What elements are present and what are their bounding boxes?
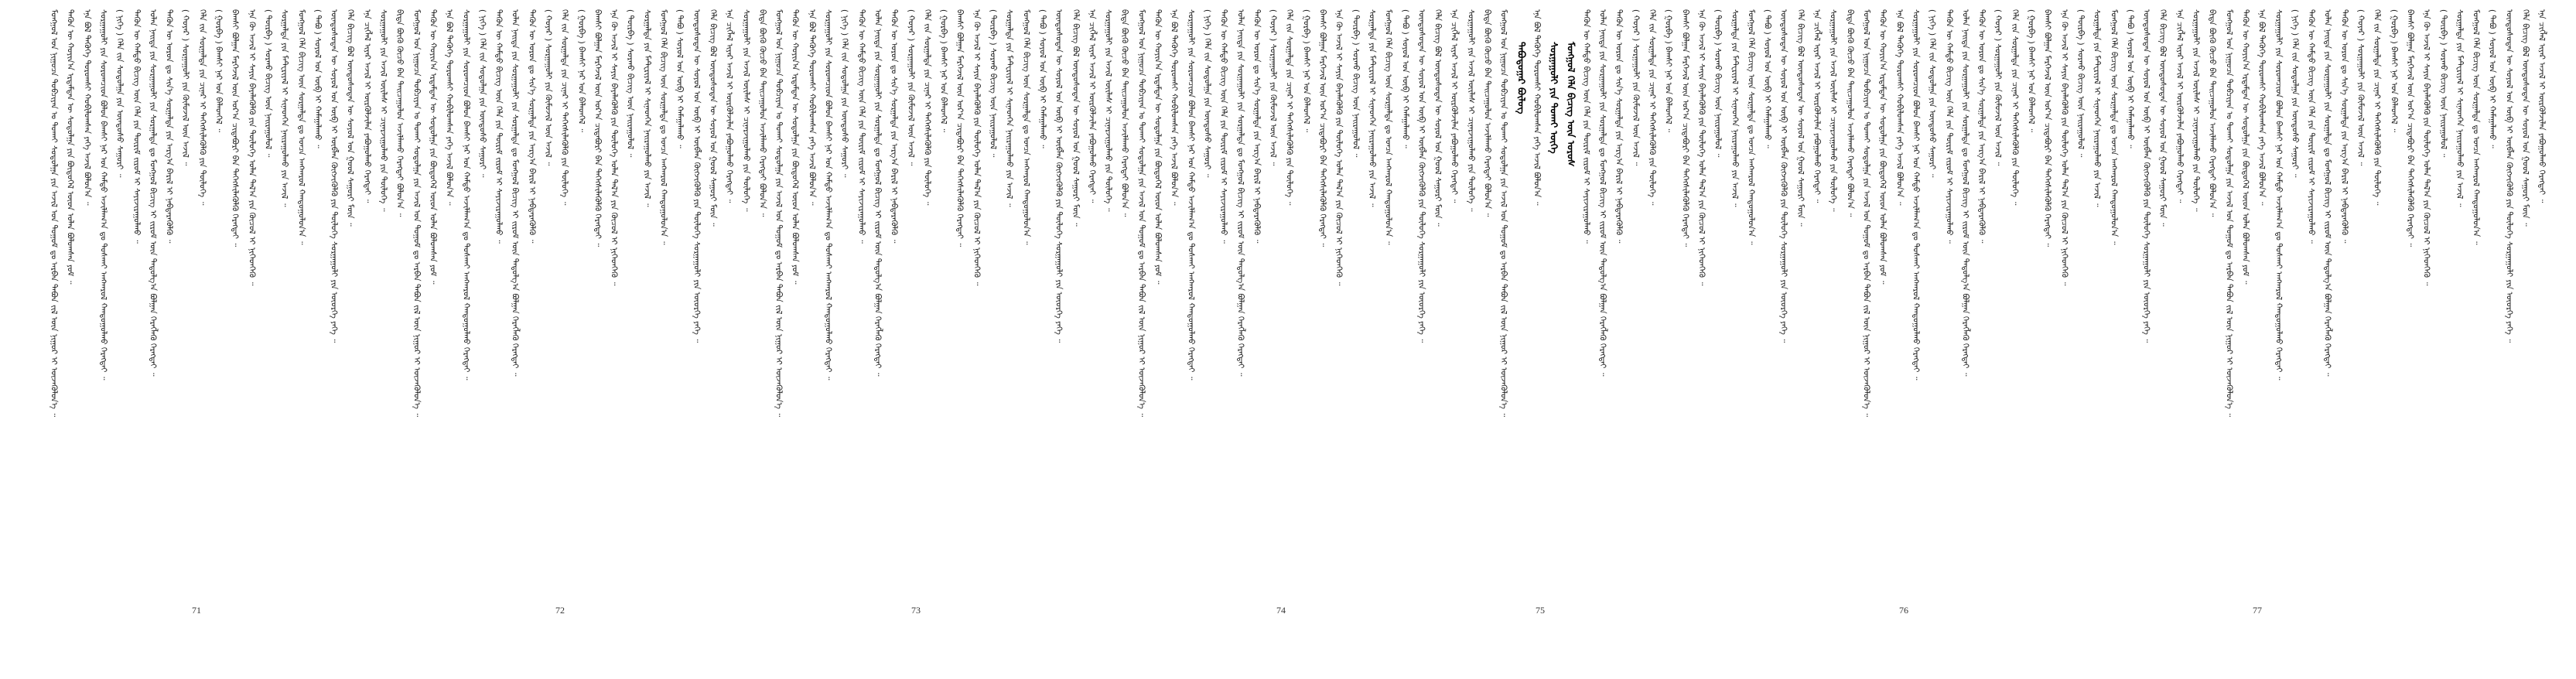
text-line: ᠪᠠᠭᠰᠢ ᠪᠣᠯᠭᠠᠨ ᠮᠡᠷᠭᠡᠵᠢᠯ ᠦᠨ ᠤᠷ᠎ᠠ ᠴᠢᠳᠠᠪᠤᠷᠢ ᠪᠡᠨ ᠳᠡᠭᠡᠭᠰᠢᠯᠡᠭᠦᠯᠬᠦ ᠬᠡᠷᠡᠭᠲᠡᠶ ᠃ [593, 9, 603, 247]
text-line: ᠮᠣᠩᠭᠣᠯ ᠬᠡᠯᠡ ᠪᠢᠴᠢᠭ ᠦᠨ ᠰᠤᠷᠭᠠᠯᠲᠠ ᠳᠤ ᠣᠨᠴᠠ ᠠᠩᠬᠠᠷᠤᠯ ᠬᠠᠨᠳᠤᠭᠤᠯᠤᠨ᠎ᠠ ᠃ [2471, 9, 2481, 245]
text-line: ᠰᠤᠷᠭᠠᠭᠤᠯᠢ ᠶᠢᠨ ᠠᠵᠢᠯ ᠦᠢᠯᠡᠰ ᠢ ᠴᠢᠨᠠᠷᠵᠢᠭᠤᠯᠬᠤ ᠶᠢᠨ ᠲᠥᠯᠦᠭᠡ ᠃ [378, 9, 388, 212]
text-line: ᠲᠡᠭᠦᠨ ᠦ ᠬᠣᠶᠢᠨ᠎ᠠ ᠡᠷᠳᠡᠮᠲᠡᠨ ᠦ ᠰᠤᠳᠤᠯᠭᠠ ᠶᠢᠨ ᠪᠦᠲᠦᠭᠡᠯ ᠦᠳ ᠣᠯᠠᠨ ᠪᠣᠯᠤᠭᠰᠠᠨ ᠶᠤᠮ ᠃ [65, 9, 75, 285]
text-line: ᠰᠤᠷᠭᠠᠭᠤᠯᠢ ᠶᠢᠨ ᠠᠵᠢᠯ ᠦᠢᠯᠡᠰ ᠢ ᠴᠢᠨᠠᠷᠵᠢᠭᠤᠯᠬᠤ ᠶᠢᠨ ᠲᠥᠯᠦᠭᠡ ᠃ [2191, 9, 2201, 212]
text-line: ᠦᠨᠳᠦᠰᠦᠲᠡᠨ ᠦ ᠰᠣᠶᠣᠯ ᠤᠨ ᠥᠪ ᠢ ᠥᠪᠯᠡᠨ ᠬᠥᠭᠵᠢᠭᠦᠯᠬᠦ ᠶᠢᠨ ᠲᠥᠯᠦᠭᠡ ᠰᠤᠷᠭᠠᠭᠤᠯᠢ ᠶᠢᠨ ᠦᠦᠷᠭᠡ ᠶᠡᠬᠡ ᠃ [692, 9, 702, 343]
text-line: ᠪᠠᠭᠰᠢ ᠪᠣᠯᠭᠠᠨ ᠮᠡᠷᠭᠡᠵᠢᠯ ᠦᠨ ᠤᠷ᠎ᠠ ᠴᠢᠳᠠᠪᠤᠷᠢ ᠪᠡᠨ ᠳᠡᠭᠡᠭᠰᠢᠯᠡᠭᠦᠯᠬᠦ ᠬᠡᠷᠡᠭᠲᠡᠶ ᠃ [2405, 9, 2415, 247]
text-line: ᠮᠣᠩᠭᠣᠯ ᠤᠨ ᠨᠢᠭᠤᠴᠠ ᠲᠣᠪᠴᠢᠶᠠᠨ ᠤ ᠲᠤᠬᠠᠢ ᠰᠤᠳᠤᠯᠭᠠ ᠶᠢᠨ ᠠᠵᠢᠯ ᠤᠨ ᠲᠤᠭᠤᠮ ᠳᠤ ᠠᠷᠪᠠᠨ ᠲᠠᠪᠤᠨ ᠵᠢᠯ ᠦᠨ ᠨᠢᠭᠤᠷ ᠢ ᠦᠵᠡᠭᠦᠯᠦᠨ᠎ᠡ ᠃ [1136, 9, 1146, 418]
text-line: ( ᠲᠠᠪᠤ ) ᠰᠣᠶᠣᠯ ᠤᠨ ᠥᠪ ᠢ ᠬᠠᠮᠠᠭᠠᠯᠠᠬᠤ ᠃ [1762, 9, 1772, 148]
text-line: ᠬᠡᠯᠡ ᠪᠢᠴᠢᠭ ᠪᠣᠯ ᠦᠨᠳᠦᠰᠦᠲᠡᠨ ᠦ ᠰᠣᠶᠣᠯ ᠤᠨ ᠭᠣᠤᠯ ᠰᠠᠭᠤᠷᠢ ᠮᠥᠨ ᠃ [1795, 9, 1806, 227]
text-line: ᠰᠤᠷᠭᠠᠯᠲᠠ ᠶᠢᠨ ᠮᠠᠲ᠋ᠧᠷᠢᠶᠠᠯ ᠢ ᠰᠢᠨᠡᠳᠬᠡᠨ ᠨᠠᠢᠷᠠᠭᠤᠯᠬᠤ ᠶᠢᠨ ᠠᠵᠢᠯ ᠃ [2455, 9, 2465, 207]
text-line: ᠲᠡᠭᠦᠨ ᠦ ᠬᠠᠮᠲᠤ ᠪᠢᠴᠢᠭ ᠦᠨ ᠬᠡᠯᠡ ᠶᠢᠨ ᠳᠦᠷᠢᠮ ᠵᠢᠷᠤᠮ ᠢ ᠰᠠᠶᠢᠵᠢᠷᠠᠭᠤᠯᠬᠤ ᠃ [856, 9, 866, 244]
text-line: ᠮᠣᠩᠭᠣᠯ ᠬᠡᠯᠡ ᠪᠢᠴᠢᠭ ᠦᠨ ᠰᠤᠷᠭᠠᠯᠲᠠ ᠳᠤ ᠣᠨᠴᠠ ᠠᠩᠬᠠᠷᠤᠯ ᠬᠠᠨᠳᠤᠭᠤᠯᠤᠨ᠎ᠠ ᠃ [658, 9, 668, 245]
text-line: ᠰᠤᠷᠭᠠᠭᠤᠯᠢ ᠶᠢᠨ ᠠᠵᠢᠯ ᠦᠢᠯᠡᠰ ᠢ ᠴᠢᠨᠠᠷᠵᠢᠭᠤᠯᠬᠤ ᠶᠢᠨ ᠲᠥᠯᠦᠭᠡ ᠃ [1828, 9, 1838, 212]
text-line: ᠣᠯᠠᠨ ᠨᠡᠢᠲᠡ ᠶᠢᠨ ᠰᠤᠷᠭᠠᠭᠤᠯᠢ ᠶᠢᠨ ᠰᠤᠷᠭᠠᠯᠲᠠ ᠳᠤ ᠮᠣᠩᠭᠣᠯ ᠪᠢᠴᠢᠭ ᠢ ᠵᠢᠷᠤᠮ ᠦᠨ ᠳᠠᠳᠤᠯᠭ᠎ᠠ ᠪᠣᠯᠭᠠᠨ ᠬᠡᠷᠡᠭᠯᠡᠬᠦ ᠬᠡᠷᠡᠭᠲᠡᠶ ᠃ [148, 9, 158, 377]
text-line: ᠬᠡᠯᠡ ᠪᠢᠴᠢᠭ ᠪᠣᠯ ᠦᠨᠳᠦᠰᠦᠲᠡᠨ ᠦ ᠰᠣᠶᠣᠯ ᠤᠨ ᠭᠣᠤᠯ ᠰᠠᠭᠤᠷᠢ ᠮᠥᠨ ᠃ [708, 9, 718, 227]
text-line: ᠲᠡᠭᠦᠨ ᠦ ᠬᠠᠮᠲᠤ ᠪᠢᠴᠢᠭ ᠦᠨ ᠬᠡᠯᠡ ᠶᠢᠨ ᠳᠦᠷᠢᠮ ᠵᠢᠷᠤᠮ ᠢ ᠰᠠᠶᠢᠵᠢᠷᠠᠭᠤᠯᠬᠤ ᠃ [1944, 9, 1954, 244]
text-line: ᠮᠣᠩᠭᠣᠯ ᠤᠨ ᠨᠢᠭᠤᠴᠠ ᠲᠣᠪᠴᠢᠶᠠᠨ ᠤ ᠲᠤᠬᠠᠢ ᠰᠤᠳᠤᠯᠭᠠ ᠶᠢᠨ ᠠᠵᠢᠯ ᠤᠨ ᠲᠤᠭᠤᠮ ᠳᠤ ᠠᠷᠪᠠᠨ ᠲᠠᠪᠤᠨ ᠵᠢᠯ ᠦᠨ ᠨᠢᠭᠤᠷ ᠢ ᠦᠵᠡᠭᠦᠯᠦᠨ᠎ᠡ ᠃ [412, 9, 422, 418]
text-line: ᠦᠨᠳᠦᠰᠦᠲᠡᠨ ᠦ ᠰᠣᠶᠣᠯ ᠤᠨ ᠥᠪ ᠢ ᠥᠪᠯᠡᠨ ᠬᠥᠭᠵᠢᠭᠦᠯᠬᠦ ᠶᠢᠨ ᠲᠥᠯᠦᠭᠡ ᠰᠤᠷᠭᠠᠭᠤᠯᠢ ᠶᠢᠨ ᠦᠦᠷᠭᠡ ᠶᠡᠬᠡ ᠃ [1778, 9, 1789, 343]
text-line: ᠡᠨᠡ ᠪᠣᠯ ᠲᠡᠭᠦᠬᠡ ᠳᠣᠷᠣᠭᠰᠢ ᠬᠤᠪᠢᠯᠤᠭᠰᠠᠨ ᠶᠡᠬᠡ ᠠᠵᠢᠯ ᠪᠣᠯᠤᠨ᠎ᠠ ᠃ [1532, 9, 1542, 206]
text-line: ᠦᠨᠳᠦᠰᠦᠲᠡᠨ ᠦ ᠰᠣᠶᠣᠯ ᠤᠨ ᠥᠪ ᠢ ᠥᠪᠯᠡᠨ ᠬᠥᠭᠵᠢᠭᠦᠯᠬᠦ ᠶᠢᠨ ᠲᠥᠯᠦᠭᠡ ᠰᠤᠷᠭᠠᠭᠤᠯᠢ ᠶᠢᠨ ᠦᠦᠷᠭᠡ ᠶᠡᠬᠡ ᠃ [1054, 9, 1064, 343]
text-line: ( ᠨᠢᠭᠡ ) ᠬᠡᠯᠡ ᠵᠢᠨ ᠰᠤᠳᠤᠯᠭᠠ ᠶᠢᠨ ᠦᠨᠳᠦᠰᠦ ᠰᠠᠭᠤᠷᠢ ᠃ [477, 9, 487, 178]
text-line: ᠰᠤᠷᠭᠠᠭᠤᠯᠢ ᠶᠢᠨ ᠠᠵᠢᠯ ᠦᠢᠯᠡᠰ ᠢ ᠴᠢᠨᠠᠷᠵᠢᠭᠤᠯᠬᠤ ᠶᠢᠨ ᠲᠥᠯᠦᠭᠡ ᠃ [1103, 9, 1113, 212]
text-line: ( ᠬᠣᠶᠠᠷ ) ᠰᠤᠷᠭᠠᠭᠤᠯᠢ ᠶᠢᠨ ᠬᠦᠮᠦᠵᠢᠯ ᠦᠨ ᠠᠵᠢᠯ ᠃ [543, 9, 553, 166]
text-line: ᠪᠠᠭᠰᠢ ᠪᠣᠯᠭᠠᠨ ᠮᠡᠷᠭᠡᠵᠢᠯ ᠦᠨ ᠤᠷ᠎ᠠ ᠴᠢᠳᠠᠪᠤᠷᠢ ᠪᠡᠨ ᠳᠡᠭᠡᠭᠰᠢᠯᠡᠭᠦᠯᠬᠦ ᠬᠡᠷᠡᠭᠲᠡᠶ ᠃ [1680, 9, 1690, 247]
text-line: ᠪᠢᠳᠡ ᠪᠦᠬᠦ ᠬᠦᠴᠦ ᠪᠡᠨ ᠳᠠᠢᠴᠠᠭᠤᠯᠤᠨ ᠠᠵᠢᠯᠯᠠᠬᠤ ᠬᠡᠷᠡᠭᠲᠡᠶ ᠪᠣᠯᠤᠨ᠎ᠠ ᠃ [1119, 9, 1129, 217]
text-line: ( ᠬᠣᠶᠠᠷ ) ᠰᠤᠷᠭᠠᠭᠤᠯᠢ ᠶᠢᠨ ᠬᠦᠮᠦᠵᠢᠯ ᠦᠨ ᠠᠵᠢᠯ ᠃ [2356, 9, 2366, 166]
text-line: ( ᠳᠥᠷᠪᠡ ) ᠰᠤᠷᠬᠤ ᠪᠢᠴᠢᠭ ᠦᠨ ᠨᠠᠢᠷᠠᠭᠤᠯᠤᠯ ᠃ [625, 9, 635, 158]
text-line: ᠲᠡᠭᠦᠨ ᠦ ᠬᠠᠮᠲᠤ ᠪᠢᠴᠢᠭ ᠦᠨ ᠬᠡᠯᠡ ᠶᠢᠨ ᠳᠦᠷᠢᠮ ᠵᠢᠷᠤᠮ ᠢ ᠰᠠᠶᠢᠵᠢᠷᠠᠭᠤᠯᠬᠤ ᠃ [1581, 9, 1591, 244]
text-line: ( ᠬᠣᠶᠠᠷ ) ᠰᠤᠷᠭᠠᠭᠤᠯᠢ ᠶᠢᠨ ᠬᠦᠮᠦᠵᠢᠯ ᠦᠨ ᠠᠵᠢᠯ ᠃ [1631, 9, 1641, 166]
page-number: 76 [1899, 605, 1908, 616]
text-line: ( ᠨᠢᠭᠡ ) ᠬᠡᠯᠡ ᠵᠢᠨ ᠰᠤᠳᠤᠯᠭᠠ ᠶᠢᠨ ᠦᠨᠳᠦᠰᠦ ᠰᠠᠭᠤᠷᠢ ᠃ [1927, 9, 1937, 178]
text-line: ᠦᠨᠳᠦᠰᠦᠲᠡᠨ ᠦ ᠰᠣᠶᠣᠯ ᠤᠨ ᠥᠪ ᠢ ᠥᠪᠯᠡᠨ ᠬᠥᠭᠵᠢᠭᠦᠯᠬᠦ ᠶᠢᠨ ᠲᠥᠯᠦᠭᠡ ᠰᠤᠷᠭᠠᠭᠤᠯᠢ ᠶᠢᠨ ᠦᠦᠷᠭᠡ ᠶᠡᠬᠡ ᠃ [1416, 9, 1426, 343]
text-line: ᠡᠨᠡ ᠴᠢᠭᠯᠡᠯ ᠢᠶᠡᠷ ᠠᠵᠢᠯ ᠢ ᠦᠷᠭᠦᠯᠵᠢᠯᠡᠨ ᠶᠠᠪᠤᠭᠤᠯᠬᠤ ᠬᠡᠷᠡᠭᠲᠡᠶ ᠃ [1449, 9, 1459, 203]
text-line: ( ᠳᠥᠷᠪᠡ ) ᠰᠤᠷᠬᠤ ᠪᠢᠴᠢᠭ ᠦᠨ ᠨᠠᠢᠷᠠᠭᠤᠯᠤᠯ ᠃ [988, 9, 998, 158]
text-line: ᠲᠡᠭᠦᠨ ᠦ ᠬᠣᠶᠢᠨ᠎ᠠ ᠡᠷᠳᠡᠮᠲᠡᠨ ᠦ ᠰᠤᠳᠤᠯᠭᠠ ᠶᠢᠨ ᠪᠦᠲᠦᠭᠡᠯ ᠦᠳ ᠣᠯᠠᠨ ᠪᠣᠯᠤᠭᠰᠠᠨ ᠶᠤᠮ ᠃ [790, 9, 800, 285]
text-line: ᠪᠢᠳᠡ ᠪᠦᠬᠦ ᠬᠦᠴᠦ ᠪᠡᠨ ᠳᠠᠢᠴᠠᠭᠤᠯᠤᠨ ᠠᠵᠢᠯᠯᠠᠬᠤ ᠬᠡᠷᠡᠭᠲᠡᠶ ᠪᠣᠯᠤᠨ᠎ᠠ ᠃ [395, 9, 405, 217]
text-line: ᠮᠣᠩᠭᠣᠯ ᠤᠨ ᠨᠢᠭᠤᠴᠠ ᠲᠣᠪᠴᠢᠶᠠᠨ ᠤ ᠲᠤᠬᠠᠢ ᠰᠤᠳᠤᠯᠭᠠ ᠶᠢᠨ ᠠᠵᠢᠯ ᠤᠨ ᠲᠤᠭᠤᠮ ᠳᠤ ᠠᠷᠪᠠᠨ ᠲᠠᠪᠤᠨ ᠵᠢᠯ ᠦᠨ ᠨᠢᠭᠤᠷ ᠢ ᠦᠵᠡᠭᠦᠯᠦᠨ᠎ᠡ ᠃ [774, 9, 784, 418]
text-line: ᠰᠤᠷᠭᠠᠭᠤᠯᠢ ᠶᠢᠨ ᠰᠤᠷᠤᠭᠴᠢᠳ ᠪᠣᠯᠣᠨ ᠪᠠᠭᠰᠢ ᠨᠠᠷ ᠤᠨ ᠬᠠᠮᠲᠤ ᠠᠵᠢᠯᠯᠠᠭ᠎ᠠ ᠳᠤ ᠲᠤᠰᠬᠠᠶ ᠠᠩᠬᠠᠷᠤᠯ ᠬᠠᠨᠳᠤᠭᠤᠯᠬᠤ ᠬᠡᠷᠡᠭᠲᠡᠶ ᠃ [98, 9, 108, 380]
text-line: ( ᠳᠥᠷᠪᠡ ) ᠰᠤᠷᠬᠤ ᠪᠢᠴᠢᠭ ᠦᠨ ᠨᠠᠢᠷᠠᠭᠤᠯᠤᠯ ᠃ [1351, 9, 1361, 158]
text-line: ᠣᠯᠠᠨ ᠨᠡᠢᠲᠡ ᠶᠢᠨ ᠰᠤᠷᠭᠠᠭᠤᠯᠢ ᠶᠢᠨ ᠰᠤᠷᠭᠠᠯᠲᠠ ᠳᠤ ᠮᠣᠩᠭᠣᠯ ᠪᠢᠴᠢᠭ ᠢ ᠵᠢᠷᠤᠮ ᠦᠨ ᠳᠠᠳᠤᠯᠭ᠎ᠠ ᠪᠣᠯᠭᠠᠨ ᠬᠡᠷᠡᠭᠯᠡᠬᠦ ᠬᠡᠷᠡᠭᠲᠡᠶ ᠃ [510, 9, 520, 377]
page-number: 73 [911, 605, 921, 616]
text-line: ᠮᠣᠩᠭᠣᠯ ᠬᠡᠯᠡ ᠪᠢᠴᠢᠭ ᠦᠨ ᠰᠤᠷᠭᠠᠯᠲᠠ ᠳᠤ ᠣᠨᠴᠠ ᠠᠩᠬᠠᠷᠤᠯ ᠬᠠᠨᠳᠤᠭᠤᠯᠤᠨ᠎ᠠ ᠃ [296, 9, 306, 245]
text-line: ᠡᠨᠡ ᠪᠣᠯ ᠲᠡᠭᠦᠬᠡ ᠳᠣᠷᠣᠭᠰᠢ ᠬᠤᠪᠢᠯᠤᠭᠰᠠᠨ ᠶᠡᠬᠡ ᠠᠵᠢᠯ ᠪᠣᠯᠤᠨ᠎ᠠ ᠃ [2257, 9, 2267, 206]
text-line: ( ᠭᠤᠷᠪᠠ ) ᠪᠠᠭᠰᠢ ᠨᠠᠷ ᠤᠨ ᠪᠡᠯᠡᠳᠬᠡᠯ ᠃ [1301, 9, 1311, 132]
text-line: ᠲᠡᠭᠦᠨ ᠦ ᠬᠠᠮᠲᠤ ᠪᠢᠴᠢᠭ ᠦᠨ ᠬᠡᠯᠡ ᠶᠢᠨ ᠳᠦᠷᠢᠮ ᠵᠢᠷᠤᠮ ᠢ ᠰᠠᠶᠢᠵᠢᠷᠠᠭᠤᠯᠬᠤ ᠃ [2306, 9, 2316, 244]
text-line: ᠮᠣᠩᠭᠣᠯ ᠤᠨ ᠨᠢᠭᠤᠴᠠ ᠲᠣᠪᠴᠢᠶᠠᠨ ᠤ ᠲᠤᠬᠠᠢ ᠰᠤᠳᠤᠯᠭᠠ ᠶᠢᠨ ᠠᠵᠢᠯ ᠤᠨ ᠲᠤᠭᠤᠮ ᠳᠤ ᠠᠷᠪᠠᠨ ᠲᠠᠪᠤᠨ ᠵᠢᠯ ᠦᠨ ᠨᠢᠭᠤᠷ ᠢ ᠦᠵᠡᠭᠦᠯᠦᠨ᠎ᠡ ᠃ [1498, 9, 1508, 418]
text-line: ᠰᠤᠷᠭᠠᠯᠲᠠ ᠶᠢᠨ ᠮᠠᠲ᠋ᠧᠷᠢᠶᠠᠯ ᠢ ᠰᠢᠨᠡᠳᠬᠡᠨ ᠨᠠᠢᠷᠠᠭᠤᠯᠬᠤ ᠶᠢᠨ ᠠᠵᠢᠯ ᠃ [1730, 9, 1740, 207]
text-line: ᠬᠡᠯᠡ ᠪᠢᠴᠢᠭ ᠪᠣᠯ ᠦᠨᠳᠦᠰᠦᠲᠡᠨ ᠦ ᠰᠣᠶᠣᠯ ᠤᠨ ᠭᠣᠤᠯ ᠰᠠᠭᠤᠷᠢ ᠮᠥᠨ ᠃ [345, 9, 355, 227]
text-line: ᠪᠢᠳᠡ ᠪᠦᠬᠦ ᠬᠦᠴᠦ ᠪᠡᠨ ᠳᠠᠢᠴᠠᠭᠤᠯᠤᠨ ᠠᠵᠢᠯᠯᠠᠬᠤ ᠬᠡᠷᠡᠭᠲᠡᠶ ᠪᠣᠯᠤᠨ᠎ᠠ ᠃ [1482, 9, 1492, 217]
text-line: ᠰᠤᠷᠭᠠᠭᠤᠯᠢ ᠶᠢᠨ ᠰᠤᠷᠤᠭᠴᠢᠳ ᠪᠣᠯᠣᠨ ᠪᠠᠭᠰᠢ ᠨᠠᠷ ᠤᠨ ᠬᠠᠮᠲᠤ ᠠᠵᠢᠯᠯᠠᠭ᠎ᠠ ᠳᠤ ᠲᠤᠰᠬᠠᠶ ᠠᠩᠬᠠᠷᠤᠯ ᠬᠠᠨᠳᠤᠭᠤᠯᠬᠤ ᠬᠡᠷᠡᠭᠲᠡᠶ ᠃ [823, 9, 833, 380]
text-line: ᠰᠤᠷᠭᠠᠭᠤᠯᠢ ᠶᠢᠨ ᠰᠤᠷᠤᠭᠴᠢᠳ ᠪᠣᠯᠣᠨ ᠪᠠᠭᠰᠢ ᠨᠠᠷ ᠤᠨ ᠬᠠᠮᠲᠤ ᠠᠵᠢᠯᠯᠠᠭ᠎ᠠ ᠳᠤ ᠲᠤᠰᠬᠠᠶ ᠠᠩᠬᠠᠷᠤᠯ ᠬᠠᠨᠳᠤᠭᠤᠯᠬᠤ ᠬᠡᠷᠡᠭᠲᠡᠶ ᠃ [2274, 9, 2284, 380]
text-line: ( ᠬᠣᠶᠠᠷ ) ᠰᠤᠷᠭᠠᠭᠤᠯᠢ ᠶᠢᠨ ᠬᠦᠮᠦᠵᠢᠯ ᠦᠨ ᠠᠵᠢᠯ ᠃ [1268, 9, 1278, 166]
text-line: ᠬᠡᠯᠡ ᠪᠢᠴᠢᠭ ᠪᠣᠯ ᠦᠨᠳᠦᠰᠦᠲᠡᠨ ᠦ ᠰᠣᠶᠣᠯ ᠤᠨ ᠭᠣᠤᠯ ᠰᠠᠭᠤᠷᠢ ᠮᠥᠨ ᠃ [1071, 9, 1081, 227]
text-line: ᠬᠡᠯᠡ ᠵᠢᠨ ᠰᠤᠷᠭᠠᠯᠲᠠ ᠶᠢᠨ ᠴᠢᠨᠠᠷ ᠢ ᠳᠡᠭᠡᠭᠰᠢᠯᠡᠭᠦᠯᠬᠦ ᠶᠢᠨ ᠲᠥᠯᠦᠭᠡ ᠃ [2010, 9, 2020, 206]
text-line: ᠲᠡᠭᠦᠨ ᠦ ᠬᠣᠶᠢᠨ᠎ᠠ ᠡᠷᠳᠡᠮᠲᠡᠨ ᠦ ᠰᠤᠳᠤᠯᠭᠠ ᠶᠢᠨ ᠪᠦᠲᠦᠭᠡᠯ ᠦᠳ ᠣᠯᠠᠨ ᠪᠣᠯᠤᠭᠰᠠᠨ ᠶᠤᠮ ᠃ [1153, 9, 1163, 285]
text-line: ᠬᠡᠯᠡ ᠪᠢᠴᠢᠭ ᠪᠣᠯ ᠦᠨᠳᠦᠰᠦᠲᠡᠨ ᠦ ᠰᠣᠶᠣᠯ ᠤᠨ ᠭᠣᠤᠯ ᠰᠠᠭᠤᠷᠢ ᠮᠥᠨ ᠃ [2157, 9, 2168, 227]
page-number: 74 [1276, 605, 1286, 616]
text-line: ( ᠨᠢᠭᠡ ) ᠬᠡᠯᠡ ᠵᠢᠨ ᠰᠤᠳᠤᠯᠭᠠ ᠶᠢᠨ ᠦᠨᠳᠦᠰᠦ ᠰᠠᠭᠤᠷᠢ ᠃ [2290, 9, 2300, 178]
page-number: 71 [192, 605, 201, 616]
section-heading: ᠰᠤᠷᠭᠠᠭᠤᠯᠢ ᠶᠢᠨ ᠲᠤᠬᠠᠢ ᠦᠭᠡ [1548, 42, 1560, 154]
text-line: ᠡᠨᠡ ᠬᠦ ᠠᠵᠢᠯ ᠢ ᠰᠠᠶᠢᠨ ᠪᠡᠶᠡᠯᠡᠭᠦᠯᠬᠦ ᠶᠢᠨ ᠲᠥᠯᠦᠭᠡ ᠣᠯᠠᠨ ᠲᠠᠯ᠎ᠠ ᠶᠢᠨ ᠬᠦᠴᠦᠯ ᠢ ᠨᠢᠭᠡᠳᠬᠡᠬᠦ ᠃ [2421, 9, 2431, 286]
text-line: ᠰᠤᠷᠭᠠᠯᠲᠠ ᠶᠢᠨ ᠮᠠᠲ᠋ᠧᠷᠢᠶᠠᠯ ᠢ ᠰᠢᠨᠡᠳᠬᠡᠨ ᠨᠠᠢᠷᠠᠭᠤᠯᠬᠤ ᠶᠢᠨ ᠠᠵᠢᠯ ᠃ [642, 9, 652, 207]
text-line: ( ᠬᠣᠶᠠᠷ ) ᠰᠤᠷᠭᠠᠭᠤᠯᠢ ᠶᠢᠨ ᠬᠦᠮᠦᠵᠢᠯ ᠦᠨ ᠠᠵᠢᠯ ᠃ [1993, 9, 2003, 166]
text-line: ᠰᠤᠷᠭᠠᠭᠤᠯᠢ ᠶᠢᠨ ᠰᠤᠷᠤᠭᠴᠢᠳ ᠪᠣᠯᠣᠨ ᠪᠠᠭᠰᠢ ᠨᠠᠷ ᠤᠨ ᠬᠠᠮᠲᠤ ᠠᠵᠢᠯᠯᠠᠭ᠎ᠠ ᠳᠤ ᠲᠤᠰᠬᠠᠶ ᠠᠩᠬᠠᠷᠤᠯ ᠬᠠᠨᠳᠤᠭᠤᠯᠬᠤ ᠬᠡᠷᠡᠭᠲᠡᠶ ᠃ [1911, 9, 1921, 380]
text-line: ᠲᠡᠭᠦᠨ ᠦ ᠬᠠᠮᠲᠤ ᠪᠢᠴᠢᠭ ᠦᠨ ᠬᠡᠯᠡ ᠶᠢᠨ ᠳᠦᠷᠢᠮ ᠵᠢᠷᠤᠮ ᠢ ᠰᠠᠶᠢᠵᠢᠷᠠᠭᠤᠯᠬᠤ ᠃ [494, 9, 504, 244]
text-line: ᠡᠨᠡ ᠪᠣᠯ ᠲᠡᠭᠦᠬᠡ ᠳᠣᠷᠣᠭᠰᠢ ᠬᠤᠪᠢᠯᠤᠭᠰᠠᠨ ᠶᠡᠬᠡ ᠠᠵᠢᠯ ᠪᠣᠯᠤᠨ᠎ᠠ ᠃ [82, 9, 92, 206]
text-line: ( ᠬᠣᠶᠠᠷ ) ᠰᠤᠷᠭᠠᠭᠤᠯᠢ ᠶᠢᠨ ᠬᠦᠮᠦᠵᠢᠯ ᠦᠨ ᠠᠵᠢᠯ ᠃ [906, 9, 916, 166]
page-number: 75 [1536, 605, 1545, 616]
page-number: 72 [555, 605, 565, 616]
text-line: ᠬᠡᠯᠡ ᠵᠢᠨ ᠰᠤᠷᠭᠠᠯᠲᠠ ᠶᠢᠨ ᠴᠢᠨᠠᠷ ᠢ ᠳᠡᠭᠡᠭᠰᠢᠯᠡᠭᠦᠯᠬᠦ ᠶᠢᠨ ᠲᠥᠯᠦᠭᠡ ᠃ [197, 9, 207, 206]
text-line: ᠡᠨᠡ ᠪᠣᠯ ᠲᠡᠭᠦᠬᠡ ᠳᠣᠷᠣᠭᠰᠢ ᠬᠤᠪᠢᠯᠤᠭᠰᠠᠨ ᠶᠡᠬᠡ ᠠᠵᠢᠯ ᠪᠣᠯᠤᠨ᠎ᠠ ᠃ [1169, 9, 1179, 206]
text-line: ᠬᠡᠯᠡ ᠪᠢᠴᠢᠭ ᠪᠣᠯ ᠦᠨᠳᠦᠰᠦᠲᠡᠨ ᠦ ᠰᠣᠶᠣᠯ ᠤᠨ ᠭᠣᠤᠯ ᠰᠠᠭᠤᠷᠢ ᠮᠥᠨ ᠃ [2520, 9, 2530, 227]
text-line: ᠦᠨᠳᠦᠰᠦᠲᠡᠨ ᠦ ᠰᠣᠶᠣᠯ ᠤᠨ ᠥᠪ ᠢ ᠥᠪᠯᠡᠨ ᠬᠥᠭᠵᠢᠭᠦᠯᠬᠦ ᠶᠢᠨ ᠲᠥᠯᠦᠭᠡ ᠰᠤᠷᠭᠠᠭᠤᠯᠢ ᠶᠢᠨ ᠦᠦᠷᠭᠡ ᠶᠡᠬᠡ ᠃ [329, 9, 339, 343]
text-line: ᠣᠯᠠᠨ ᠨᠡᠢᠲᠡ ᠶᠢᠨ ᠰᠤᠷᠭᠠᠭᠤᠯᠢ ᠶᠢᠨ ᠰᠤᠷᠭᠠᠯᠲᠠ ᠳᠤ ᠮᠣᠩᠭᠣᠯ ᠪᠢᠴᠢᠭ ᠢ ᠵᠢᠷᠤᠮ ᠦᠨ ᠳᠠᠳᠤᠯᠭ᠎ᠠ ᠪᠣᠯᠭᠠᠨ ᠬᠡᠷᠡᠭᠯᠡᠬᠦ ᠬᠡᠷᠡᠭᠲᠡᠶ ᠃ [2322, 9, 2332, 377]
text-line: ᠲᠡᠭᠦᠨ ᠦ ᠣᠷᠣᠨ ᠳᠤ ᠰᠢᠨ᠎ᠡ ᠰᠤᠷᠭᠠᠯᠲᠠ ᠶᠢᠨ ᠠᠷᠭ᠎ᠠ ᠪᠠᠷᠢᠯ ᠢ ᠨᠡᠪᠲᠡᠷᠡᠭᠦᠯᠬᠦ ᠃ [1252, 9, 1262, 244]
text-line: ᠡᠨᠡ ᠴᠢᠭᠯᠡᠯ ᠢᠶᠡᠷ ᠠᠵᠢᠯ ᠢ ᠦᠷᠭᠦᠯᠵᠢᠯᠡᠨ ᠶᠠᠪᠤᠭᠤᠯᠬᠤ ᠬᠡᠷᠡᠭᠲᠡᠶ ᠃ [1812, 9, 1822, 203]
section-heading: ᠮᠣᠩᠭᠣᠯ ᠬᠡᠯᠡ ᠪᠢᠴᠢᠭ ᠦᠨ ᠤᠷᠤᠰ [1565, 42, 1577, 167]
text-line: ᠪᠢᠳᠡ ᠪᠦᠬᠦ ᠬᠦᠴᠦ ᠪᠡᠨ ᠳᠠᠢᠴᠠᠭᠤᠯᠤᠨ ᠠᠵᠢᠯᠯᠠᠬᠤ ᠬᠡᠷᠡᠭᠲᠡᠶ ᠪᠣᠯᠤᠨ᠎ᠠ ᠃ [757, 9, 767, 217]
text-line: ( ᠭᠤᠷᠪᠠ ) ᠪᠠᠭᠰᠢ ᠨᠠᠷ ᠤᠨ ᠪᠡᠯᠡᠳᠬᠡᠯ ᠃ [2389, 9, 2399, 132]
text-line: ᠲᠡᠭᠦᠨ ᠦ ᠬᠠᠮᠲᠤ ᠪᠢᠴᠢᠭ ᠦᠨ ᠬᠡᠯᠡ ᠶᠢᠨ ᠳᠦᠷᠢᠮ ᠵᠢᠷᠤᠮ ᠢ ᠰᠠᠶᠢᠵᠢᠷᠠᠭᠤᠯᠬᠤ ᠃ [1218, 9, 1228, 244]
text-line: ( ᠨᠢᠭᠡ ) ᠬᠡᠯᠡ ᠵᠢᠨ ᠰᠤᠳᠤᠯᠭᠠ ᠶᠢᠨ ᠦᠨᠳᠦᠰᠦ ᠰᠠᠭᠤᠷᠢ ᠃ [1202, 9, 1212, 178]
text-line: ᠲᠡᠭᠦᠨ ᠦ ᠬᠣᠶᠢᠨ᠎ᠠ ᠡᠷᠳᠡᠮᠲᠡᠨ ᠦ ᠰᠤᠳᠤᠯᠭᠠ ᠶᠢᠨ ᠪᠦᠲᠦᠭᠡᠯ ᠦᠳ ᠣᠯᠠᠨ ᠪᠣᠯᠤᠭᠰᠠᠨ ᠶᠤᠮ ᠃ [428, 9, 438, 285]
text-line: ( ᠳᠥᠷᠪᠡ ) ᠰᠤᠷᠬᠤ ᠪᠢᠴᠢᠭ ᠦᠨ ᠨᠠᠢᠷᠠᠭᠤᠯᠤᠯ ᠃ [263, 9, 273, 158]
text-line: ( ᠳᠥᠷᠪᠡ ) ᠰᠤᠷᠬᠤ ᠪᠢᠴᠢᠭ ᠦᠨ ᠨᠠᠢᠷᠠᠭᠤᠯᠤᠯ ᠃ [1713, 9, 1723, 158]
text-line: ᠡᠨᠡ ᠴᠢᠭᠯᠡᠯ ᠢᠶᠡᠷ ᠠᠵᠢᠯ ᠢ ᠦᠷᠭᠦᠯᠵᠢᠯᠡᠨ ᠶᠠᠪᠤᠭᠤᠯᠬᠤ ᠬᠡᠷᠡᠭᠲᠡᠶ ᠃ [724, 9, 734, 203]
text-line: ( ᠭᠤᠷᠪᠠ ) ᠪᠠᠭᠰᠢ ᠨᠠᠷ ᠤᠨ ᠪᠡᠯᠡᠳᠬᠡᠯ ᠃ [576, 9, 586, 132]
text-line: ᠪᠢᠳᠡ ᠪᠦᠬᠦ ᠬᠦᠴᠦ ᠪᠡᠨ ᠳᠠᠢᠴᠠᠭᠤᠯᠤᠨ ᠠᠵᠢᠯᠯᠠᠬᠤ ᠬᠡᠷᠡᠭᠲᠡᠶ ᠪᠣᠯᠤᠨ᠎ᠠ ᠃ [1845, 9, 1855, 217]
text-line: ( ᠭᠤᠷᠪᠠ ) ᠪᠠᠭᠰᠢ ᠨᠠᠷ ᠤᠨ ᠪᠡᠯᠡᠳᠬᠡᠯ ᠃ [938, 9, 948, 132]
text-line: ᠡᠨᠡ ᠬᠦ ᠠᠵᠢᠯ ᠢ ᠰᠠᠶᠢᠨ ᠪᠡᠶᠡᠯᠡᠭᠦᠯᠬᠦ ᠶᠢᠨ ᠲᠥᠯᠦᠭᠡ ᠣᠯᠠᠨ ᠲᠠᠯ᠎ᠠ ᠶᠢᠨ ᠬᠦᠴᠦᠯ ᠢ ᠨᠢᠭᠡᠳᠬᠡᠬᠦ ᠃ [1696, 9, 1707, 286]
text-line: ᠲᠡᠭᠦᠨ ᠦ ᠬᠣᠶᠢᠨ᠎ᠠ ᠡᠷᠳᠡᠮᠲᠡᠨ ᠦ ᠰᠤᠳᠤᠯᠭᠠ ᠶᠢᠨ ᠪᠦᠲᠦᠭᠡᠯ ᠦᠳ ᠣᠯᠠᠨ ᠪᠣᠯᠤᠭᠰᠠᠨ ᠶᠤᠮ ᠃ [1877, 9, 1888, 285]
text-line: ᠡᠨᠡ ᠪᠣᠯ ᠲᠡᠭᠦᠬᠡ ᠳᠣᠷᠣᠭᠰᠢ ᠬᠤᠪᠢᠯᠤᠭᠰᠠᠨ ᠶᠡᠬᠡ ᠠᠵᠢᠯ ᠪᠣᠯᠤᠨ᠎ᠠ ᠃ [444, 9, 454, 206]
text-line: ᠪᠠᠭᠰᠢ ᠪᠣᠯᠭᠠᠨ ᠮᠡᠷᠭᠡᠵᠢᠯ ᠦᠨ ᠤᠷ᠎ᠠ ᠴᠢᠳᠠᠪᠤᠷᠢ ᠪᠡᠨ ᠳᠡᠭᠡᠭᠰᠢᠯᠡᠭᠦᠯᠬᠦ ᠬᠡᠷᠡᠭᠲᠡᠶ ᠃ [2042, 9, 2052, 247]
text-line: ᠮᠣᠩᠭᠣᠯ ᠬᠡᠯᠡ ᠪᠢᠴᠢᠭ ᠦᠨ ᠰᠤᠷᠭᠠᠯᠲᠠ ᠳᠤ ᠣᠨᠴᠠ ᠠᠩᠬᠠᠷᠤᠯ ᠬᠠᠨᠳᠤᠭᠤᠯᠤᠨ᠎ᠠ ᠃ [2109, 9, 2119, 245]
text-line: ᠦᠨᠳᠦᠰᠦᠲᠡᠨ ᠦ ᠰᠣᠶᠣᠯ ᠤᠨ ᠥᠪ ᠢ ᠥᠪᠯᠡᠨ ᠬᠥᠭᠵᠢᠭᠦᠯᠬᠦ ᠶᠢᠨ ᠲᠥᠯᠦᠭᠡ ᠰᠤᠷᠭᠠᠭᠤᠯᠢ ᠶᠢᠨ ᠦᠦᠷᠭᠡ ᠶᠡᠬᠡ ᠃ [2141, 9, 2151, 343]
text-line: ( ᠲᠠᠪᠤ ) ᠰᠣᠶᠣᠯ ᠤᠨ ᠥᠪ ᠢ ᠬᠠᠮᠠᠭᠠᠯᠠᠬᠤ ᠃ [313, 9, 323, 148]
text-line: ᠰᠤᠷᠭᠠᠯᠲᠠ ᠶᠢᠨ ᠮᠠᠲ᠋ᠧᠷᠢᠶᠠᠯ ᠢ ᠰᠢᠨᠡᠳᠬᠡᠨ ᠨᠠᠢᠷᠠᠭᠤᠯᠬᠤ ᠶᠢᠨ ᠠᠵᠢᠯ ᠃ [1367, 9, 1377, 207]
text-line: ᠣᠯᠠᠨ ᠨᠡᠢᠲᠡ ᠶᠢᠨ ᠰᠤᠷᠭᠠᠭᠤᠯᠢ ᠶᠢᠨ ᠰᠤᠷᠭᠠᠯᠲᠠ ᠳᠤ ᠮᠣᠩᠭᠣᠯ ᠪᠢᠴᠢᠭ ᠢ ᠵᠢᠷᠤᠮ ᠦᠨ ᠳᠠᠳᠤᠯᠭ᠎ᠠ ᠪᠣᠯᠭᠠᠨ ᠬᠡᠷᠡᠭᠯᠡᠬᠦ ᠬᠡᠷᠡᠭᠲᠡᠶ ᠃ [1597, 9, 1607, 377]
text-line: ᠲᠡᠭᠦᠨ ᠦ ᠣᠷᠣᠨ ᠳᠤ ᠰᠢᠨ᠎ᠡ ᠰᠤᠷᠭᠠᠯᠲᠠ ᠶᠢᠨ ᠠᠷᠭ᠎ᠠ ᠪᠠᠷᠢᠯ ᠢ ᠨᠡᠪᠲᠡᠷᠡᠭᠦᠯᠬᠦ ᠃ [527, 9, 537, 244]
text-line: ᠬᠡᠯᠡ ᠪᠢᠴᠢᠭ ᠪᠣᠯ ᠦᠨᠳᠦᠰᠦᠲᠡᠨ ᠦ ᠰᠣᠶᠣᠯ ᠤᠨ ᠭᠣᠤᠯ ᠰᠠᠭᠤᠷᠢ ᠮᠥᠨ ᠃ [1433, 9, 1443, 227]
text-line: ᠬᠡᠯᠡ ᠵᠢᠨ ᠰᠤᠷᠭᠠᠯᠲᠠ ᠶᠢᠨ ᠴᠢᠨᠠᠷ ᠢ ᠳᠡᠭᠡᠭᠰᠢᠯᠡᠭᠦᠯᠬᠦ ᠶᠢᠨ ᠲᠥᠯᠦᠭᠡ ᠃ [922, 9, 932, 206]
text-line: ᠮᠣᠩᠭᠣᠯ ᠤᠨ ᠨᠢᠭᠤᠴᠠ ᠲᠣᠪᠴᠢᠶᠠᠨ ᠤ ᠲᠤᠬᠠᠢ ᠰᠤᠳᠤᠯᠭᠠ ᠶᠢᠨ ᠠᠵᠢᠯ ᠤᠨ ᠲᠤᠭᠤᠮ ᠳᠤ ᠠᠷᠪᠠᠨ ᠲᠠᠪᠤᠨ ᠵᠢᠯ ᠦᠨ ᠨᠢᠭᠤᠷ ᠢ ᠦᠵᠡᠭᠦᠯᠦᠨ᠎ᠡ ᠃ [49, 9, 59, 418]
text-line: ᠡᠨᠡ ᠴᠢᠭᠯᠡᠯ ᠢᠶᠡᠷ ᠠᠵᠢᠯ ᠢ ᠦᠷᠭᠦᠯᠵᠢᠯᠡᠨ ᠶᠠᠪᠤᠭᠤᠯᠬᠤ ᠬᠡᠷᠡᠭᠲᠡᠶ ᠃ [2175, 9, 2185, 203]
text-line: ᠡᠨᠡ ᠪᠣᠯ ᠲᠡᠭᠦᠬᠡ ᠳᠣᠷᠣᠭᠰᠢ ᠬᠤᠪᠢᠯᠤᠭᠰᠠᠨ ᠶᠡᠬᠡ ᠠᠵᠢᠯ ᠪᠣᠯᠤᠨ᠎ᠠ ᠃ [807, 9, 817, 206]
text-line: ᠪᠢᠳᠡ ᠪᠦᠬᠦ ᠬᠦᠴᠦ ᠪᠡᠨ ᠳᠠᠢᠴᠠᠭᠤᠯᠤᠨ ᠠᠵᠢᠯᠯᠠᠬᠤ ᠬᠡᠷᠡᠭᠲᠡᠶ ᠪᠣᠯᠤᠨ᠎ᠠ ᠃ [2207, 9, 2217, 217]
text-line: ᠡᠨᠡ ᠬᠦ ᠠᠵᠢᠯ ᠢ ᠰᠠᠶᠢᠨ ᠪᠡᠶᠡᠯᠡᠭᠦᠯᠬᠦ ᠶᠢᠨ ᠲᠥᠯᠦᠭᠡ ᠣᠯᠠᠨ ᠲᠠᠯ᠎ᠠ ᠶᠢᠨ ᠬᠦᠴᠦᠯ ᠢ ᠨᠢᠭᠡᠳᠬᠡᠬᠦ ᠃ [247, 9, 257, 286]
text-line: ᠣᠯᠠᠨ ᠨᠡᠢᠲᠡ ᠶᠢᠨ ᠰᠤᠷᠭᠠᠭᠤᠯᠢ ᠶᠢᠨ ᠰᠤᠷᠭᠠᠯᠲᠠ ᠳᠤ ᠮᠣᠩᠭᠣᠯ ᠪᠢᠴᠢᠭ ᠢ ᠵᠢᠷᠤᠮ ᠦᠨ ᠳᠠᠳᠤᠯᠭ᠎ᠠ ᠪᠣᠯᠭᠠᠨ ᠬᠡᠷᠡᠭᠯᠡᠬᠦ ᠬᠡᠷᠡᠭᠲᠡᠶ ᠃ [1235, 9, 1245, 377]
text-line: ( ᠭᠤᠷᠪᠠ ) ᠪᠠᠭᠰᠢ ᠨᠠᠷ ᠤᠨ ᠪᠡᠯᠡᠳᠬᠡᠯ ᠃ [1663, 9, 1673, 132]
text-line: ( ᠬᠣᠶᠠᠷ ) ᠰᠤᠷᠭᠠᠭᠤᠯᠢ ᠶᠢᠨ ᠬᠦᠮᠦᠵᠢᠯ ᠦᠨ ᠠᠵᠢᠯ ᠃ [180, 9, 190, 166]
text-line: ( ᠲᠠᠪᠤ ) ᠰᠣᠶᠣᠯ ᠤᠨ ᠥᠪ ᠢ ᠬᠠᠮᠠᠭᠠᠯᠠᠬᠤ ᠃ [1037, 9, 1047, 148]
text-line: ( ᠳᠥᠷᠪᠡ ) ᠰᠤᠷᠬᠤ ᠪᠢᠴᠢᠭ ᠦᠨ ᠨᠠᠢᠷᠠᠭᠤᠯᠤᠯ ᠃ [2075, 9, 2086, 158]
text-line: ᠪᠠᠭᠰᠢ ᠪᠣᠯᠭᠠᠨ ᠮᠡᠷᠭᠡᠵᠢᠯ ᠦᠨ ᠤᠷ᠎ᠠ ᠴᠢᠳᠠᠪᠤᠷᠢ ᠪᠡᠨ ᠳᠡᠭᠡᠭᠰᠢᠯᠡᠭᠦᠯᠬᠦ ᠬᠡᠷᠡᠭᠲᠡᠶ ᠃ [230, 9, 240, 247]
text-line: ᠡᠨᠡ ᠴᠢᠭᠯᠡᠯ ᠢᠶᠡᠷ ᠠᠵᠢᠯ ᠢ ᠦᠷᠭᠦᠯᠵᠢᠯᠡᠨ ᠶᠠᠪᠤᠭᠤᠯᠬᠤ ᠬᠡᠷᠡᠭᠲᠡᠶ ᠃ [2537, 9, 2547, 203]
text-line: ( ᠨᠢᠭᠡ ) ᠬᠡᠯᠡ ᠵᠢᠨ ᠰᠤᠳᠤᠯᠭᠠ ᠶᠢᠨ ᠦᠨᠳᠦᠰᠦ ᠰᠠᠭᠤᠷᠢ ᠃ [839, 9, 849, 178]
text-line: ( ᠲᠠᠪᠤ ) ᠰᠣᠶᠣᠯ ᠤᠨ ᠥᠪ ᠢ ᠬᠠᠮᠠᠭᠠᠯᠠᠬᠤ ᠃ [675, 9, 685, 148]
text-line: ᠲᠡᠭᠦᠨ ᠦ ᠣᠷᠣᠨ ᠳᠤ ᠰᠢᠨ᠎ᠡ ᠰᠤᠷᠭᠠᠯᠲᠠ ᠶᠢᠨ ᠠᠷᠭ᠎ᠠ ᠪᠠᠷᠢᠯ ᠢ ᠨᠡᠪᠲᠡᠷᠡᠭᠦᠯᠬᠦ ᠃ [2339, 9, 2349, 244]
page-number: 77 [2253, 605, 2262, 616]
text-line: ᠲᠡᠭᠦᠨ ᠦ ᠬᠣᠶᠢᠨ᠎ᠠ ᠡᠷᠳᠡᠮᠲᠡᠨ ᠦ ᠰᠤᠳᠤᠯᠭᠠ ᠶᠢᠨ ᠪᠦᠲᠦᠭᠡᠯ ᠦᠳ ᠣᠯᠠᠨ ᠪᠣᠯᠤᠭᠰᠠᠨ ᠶᠤᠮ ᠃ [2240, 9, 2250, 285]
text-line: ( ᠳᠥᠷᠪᠡ ) ᠰᠤᠷᠬᠤ ᠪᠢᠴᠢᠭ ᠦᠨ ᠨᠠᠢᠷᠠᠭᠤᠯᠤᠯ ᠃ [2438, 9, 2448, 158]
text-line: ᠬᠡᠯᠡ ᠵᠢᠨ ᠰᠤᠷᠭᠠᠯᠲᠠ ᠶᠢᠨ ᠴᠢᠨᠠᠷ ᠢ ᠳᠡᠭᠡᠭᠰᠢᠯᠡᠭᠦᠯᠬᠦ ᠶᠢᠨ ᠲᠥᠯᠦᠭᠡ ᠃ [2372, 9, 2382, 206]
text-line: ᠪᠠᠭᠰᠢ ᠪᠣᠯᠭᠠᠨ ᠮᠡᠷᠭᠡᠵᠢᠯ ᠦᠨ ᠤᠷ᠎ᠠ ᠴᠢᠳᠠᠪᠤᠷᠢ ᠪᠡᠨ ᠳᠡᠭᠡᠭᠰᠢᠯᠡᠭᠦᠯᠬᠦ ᠬᠡᠷᠡᠭᠲᠡᠶ ᠃ [955, 9, 965, 247]
text-line: ᠮᠣᠩᠭᠣᠯ ᠬᠡᠯᠡ ᠪᠢᠴᠢᠭ ᠦᠨ ᠰᠤᠷᠭᠠᠯᠲᠠ ᠳᠤ ᠣᠨᠴᠠ ᠠᠩᠬᠠᠷᠤᠯ ᠬᠠᠨᠳᠤᠭᠤᠯᠤᠨ᠎ᠠ ᠃ [1383, 9, 1393, 245]
text-line: ᠮᠣᠩᠭᠣᠯ ᠤᠨ ᠨᠢᠭᠤᠴᠠ ᠲᠣᠪᠴᠢᠶᠠᠨ ᠤ ᠲᠤᠬᠠᠢ ᠰᠤᠳᠤᠯᠭᠠ ᠶᠢᠨ ᠠᠵᠢᠯ ᠤᠨ ᠲᠤᠭᠤᠮ ᠳᠤ ᠠᠷᠪᠠᠨ ᠲᠠᠪᠤᠨ ᠵᠢᠯ ᠦᠨ ᠨᠢᠭᠤᠷ ᠢ ᠦᠵᠡᠭᠦᠯᠦᠨ᠎ᠡ ᠃ [1861, 9, 1871, 418]
text-line: ᠡᠨᠡ ᠬᠦ ᠠᠵᠢᠯ ᠢ ᠰᠠᠶᠢᠨ ᠪᠡᠶᠡᠯᠡᠭᠦᠯᠬᠦ ᠶᠢᠨ ᠲᠥᠯᠦᠭᠡ ᠣᠯᠠᠨ ᠲᠠᠯ᠎ᠠ ᠶᠢᠨ ᠬᠦᠴᠦᠯ ᠢ ᠨᠢᠭᠡᠳᠬᠡᠬᠦ ᠃ [2059, 9, 2069, 286]
text-line: ᠬᠡᠯᠡ ᠵᠢᠨ ᠰᠤᠷᠭᠠᠯᠲᠠ ᠶᠢᠨ ᠴᠢᠨᠠᠷ ᠢ ᠳᠡᠭᠡᠭᠰᠢᠯᠡᠭᠦᠯᠬᠦ ᠶᠢᠨ ᠲᠥᠯᠦᠭᠡ ᠃ [1284, 9, 1294, 206]
text-line: ( ᠲᠠᠪᠤ ) ᠰᠣᠶᠣᠯ ᠤᠨ ᠥᠪ ᠢ ᠬᠠᠮᠠᠭᠠᠯᠠᠬᠤ ᠃ [2125, 9, 2135, 148]
text-line: ᠲᠡᠭᠦᠨ ᠦ ᠬᠠᠮᠲᠤ ᠪᠢᠴᠢᠭ ᠦᠨ ᠬᠡᠯᠡ ᠶᠢᠨ ᠳᠦᠷᠢᠮ ᠵᠢᠷᠤᠮ ᠢ ᠰᠠᠶᠢᠵᠢᠷᠠᠭᠤᠯᠬᠤ ᠃ [132, 9, 142, 244]
text-line: ( ᠭᠤᠷᠪᠠ ) ᠪᠠᠭᠰᠢ ᠨᠠᠷ ᠤᠨ ᠪᠡᠯᠡᠳᠬᠡᠯ ᠃ [2026, 9, 2036, 132]
text-line: ᠡᠨᠡ ᠬᠦ ᠠᠵᠢᠯ ᠢ ᠰᠠᠶᠢᠨ ᠪᠡᠶᠡᠯᠡᠭᠦᠯᠬᠦ ᠶᠢᠨ ᠲᠥᠯᠦᠭᠡ ᠣᠯᠠᠨ ᠲᠠᠯ᠎ᠠ ᠶᠢᠨ ᠬᠦᠴᠦᠯ ᠢ ᠨᠢᠭᠡᠳᠬᠡᠬᠦ ᠃ [1334, 9, 1344, 286]
text-line: ᠮᠣᠩᠭᠣᠯ ᠬᠡᠯᠡ ᠪᠢᠴᠢᠭ ᠦᠨ ᠰᠤᠷᠭᠠᠯᠲᠠ ᠳᠤ ᠣᠨᠴᠠ ᠠᠩᠬᠠᠷᠤᠯ ᠬᠠᠨᠳᠤᠭᠤᠯᠤᠨ᠎ᠠ ᠃ [1021, 9, 1031, 245]
text-line: ᠮᠣᠩᠭᠣᠯ ᠤᠨ ᠨᠢᠭᠤᠴᠠ ᠲᠣᠪᠴᠢᠶᠠᠨ ᠤ ᠲᠤᠬᠠᠢ ᠰᠤᠳᠤᠯᠭᠠ ᠶᠢᠨ ᠠᠵᠢᠯ ᠤᠨ ᠲᠤᠭᠤᠮ ᠳᠤ ᠠᠷᠪᠠᠨ ᠲᠠᠪᠤᠨ ᠵᠢᠯ ᠦᠨ ᠨᠢᠭᠤᠷ ᠢ ᠦᠵᠡᠭᠦᠯᠦᠨ᠎ᠡ ᠃ [2224, 9, 2234, 418]
text-line: ᠲᠡᠭᠦᠨ ᠦ ᠣᠷᠣᠨ ᠳᠤ ᠰᠢᠨ᠎ᠡ ᠰᠤᠷᠭᠠᠯᠲᠠ ᠶᠢᠨ ᠠᠷᠭ᠎ᠠ ᠪᠠᠷᠢᠯ ᠢ ᠨᠡᠪᠲᠡᠷᠡᠭᠦᠯᠬᠦ ᠃ [1976, 9, 1987, 244]
text-line: ᠰᠤᠷᠭᠠᠯᠲᠠ ᠶᠢᠨ ᠮᠠᠲ᠋ᠧᠷᠢᠶᠠᠯ ᠢ ᠰᠢᠨᠡᠳᠬᠡᠨ ᠨᠠᠢᠷᠠᠭᠤᠯᠬᠤ ᠶᠢᠨ ᠠᠵᠢᠯ ᠃ [279, 9, 289, 207]
text-line: ᠰᠤᠷᠭᠠᠭᠤᠯᠢ ᠶᠢᠨ ᠰᠤᠷᠤᠭᠴᠢᠳ ᠪᠣᠯᠣᠨ ᠪᠠᠭᠰᠢ ᠨᠠᠷ ᠤᠨ ᠬᠠᠮᠲᠤ ᠠᠵᠢᠯᠯᠠᠭ᠎ᠠ ᠳᠤ ᠲᠤᠰᠬᠠᠶ ᠠᠩᠬᠠᠷᠤᠯ ᠬᠠᠨᠳᠤᠭᠤᠯᠬᠤ ᠬᠡᠷᠡᠭᠲᠡᠶ ᠃ [1186, 9, 1196, 380]
text-line: ᠬᠡᠯᠡ ᠵᠢᠨ ᠰᠤᠷᠭᠠᠯᠲᠠ ᠶᠢᠨ ᠴᠢᠨᠠᠷ ᠢ ᠳᠡᠭᠡᠭᠰᠢᠯᠡᠭᠦᠯᠬᠦ ᠶᠢᠨ ᠲᠥᠯᠦᠭᠡ ᠃ [559, 9, 569, 206]
text-line: ᠰᠤᠷᠭᠠᠭᠤᠯᠢ ᠶᠢᠨ ᠠᠵᠢᠯ ᠦᠢᠯᠡᠰ ᠢ ᠴᠢᠨᠠᠷᠵᠢᠭᠤᠯᠬᠤ ᠶᠢᠨ ᠲᠥᠯᠦᠭᠡ ᠃ [1466, 9, 1476, 212]
text-line: ᠰᠤᠷᠭᠠᠭᠤᠯᠢ ᠶᠢᠨ ᠰᠤᠷᠤᠭᠴᠢᠳ ᠪᠣᠯᠣᠨ ᠪᠠᠭᠰᠢ ᠨᠠᠷ ᠤᠨ ᠬᠠᠮᠲᠤ ᠠᠵᠢᠯᠯᠠᠭ᠎ᠠ ᠳᠤ ᠲᠤᠰᠬᠠᠶ ᠠᠩᠬᠠᠷᠤᠯ ᠬᠠᠨᠳᠤᠭᠤᠯᠬᠤ ᠬᠡᠷᠡᠭᠲᠡᠶ ᠃ [461, 9, 471, 380]
text-line: ᠲᠡᠭᠦᠨ ᠦ ᠣᠷᠣᠨ ᠳᠤ ᠰᠢᠨ᠎ᠡ ᠰᠤᠷᠭᠠᠯᠲᠠ ᠶᠢᠨ ᠠᠷᠭ᠎ᠠ ᠪᠠᠷᠢᠯ ᠢ ᠨᠡᠪᠲᠡᠷᠡᠭᠦᠯᠬᠦ ᠃ [164, 9, 174, 244]
text-line: ᠡᠨᠡ ᠪᠣᠯ ᠲᠡᠭᠦᠬᠡ ᠳᠣᠷᠣᠭᠰᠢ ᠬᠤᠪᠢᠯᠤᠭᠰᠠᠨ ᠶᠡᠬᠡ ᠠᠵᠢᠯ ᠪᠣᠯᠤᠨ᠎ᠠ ᠃ [1894, 9, 1905, 206]
text-line: ᠮᠣᠩᠭᠣᠯ ᠬᠡᠯᠡ ᠪᠢᠴᠢᠭ ᠦᠨ ᠰᠤᠷᠭᠠᠯᠲᠠ ᠳᠤ ᠣᠨᠴᠠ ᠠᠩᠬᠠᠷᠤᠯ ᠬᠠᠨᠳᠤᠭᠤᠯᠤᠨ᠎ᠠ ᠃ [1746, 9, 1756, 245]
text-line: ( ᠨᠢᠭᠡ ) ᠬᠡᠯᠡ ᠵᠢᠨ ᠰᠤᠳᠤᠯᠭᠠ ᠶᠢᠨ ᠦᠨᠳᠦᠰᠦ ᠰᠠᠭᠤᠷᠢ ᠃ [114, 9, 125, 178]
text-line: ᠡᠨᠡ ᠴᠢᠭᠯᠡᠯ ᠢᠶᠡᠷ ᠠᠵᠢᠯ ᠢ ᠦᠷᠭᠦᠯᠵᠢᠯᠡᠨ ᠶᠠᠪᠤᠭᠤᠯᠬᠤ ᠬᠡᠷᠡᠭᠲᠡᠶ ᠃ [1087, 9, 1097, 203]
text-line: ᠡᠨᠡ ᠬᠦ ᠠᠵᠢᠯ ᠢ ᠰᠠᠶᠢᠨ ᠪᠡᠶᠡᠯᠡᠭᠦᠯᠬᠦ ᠶᠢᠨ ᠲᠥᠯᠦᠭᠡ ᠣᠯᠠᠨ ᠲᠠᠯ᠎ᠠ ᠶᠢᠨ ᠬᠦᠴᠦᠯ ᠢ ᠨᠢᠭᠡᠳᠬᠡᠬᠦ ᠃ [609, 9, 619, 286]
text-line: ᠡᠨᠡ ᠴᠢᠭᠯᠡᠯ ᠢᠶᠡᠷ ᠠᠵᠢᠯ ᠢ ᠦᠷᠭᠦᠯᠵᠢᠯᠡᠨ ᠶᠠᠪᠤᠭᠤᠯᠬᠤ ᠬᠡᠷᠡᠭᠲᠡᠶ ᠃ [362, 9, 372, 203]
section-heading: ᠲᠠᠪᠤᠳᠤᠭᠠᠷ ᠪᠦᠯᠦᠭ [1515, 42, 1528, 114]
text-line: ( ᠭᠤᠷᠪᠠ ) ᠪᠠᠭᠰᠢ ᠨᠠᠷ ᠤᠨ ᠪᠡᠯᠡᠳᠬᠡᠯ ᠃ [214, 9, 224, 132]
text-line: ᠲᠡᠭᠦᠨ ᠦ ᠣᠷᠣᠨ ᠳᠤ ᠰᠢᠨ᠎ᠡ ᠰᠤᠷᠭᠠᠯᠲᠠ ᠶᠢᠨ ᠠᠷᠭ᠎ᠠ ᠪᠠᠷᠢᠯ ᠢ ᠨᠡᠪᠲᠡᠷᠡᠭᠦᠯᠬᠦ ᠃ [1614, 9, 1624, 244]
text-line: ᠪᠠᠭᠰᠢ ᠪᠣᠯᠭᠠᠨ ᠮᠡᠷᠭᠡᠵᠢᠯ ᠦᠨ ᠤᠷ᠎ᠠ ᠴᠢᠳᠠᠪᠤᠷᠢ ᠪᠡᠨ ᠳᠡᠭᠡᠭᠰᠢᠯᠡᠭᠦᠯᠬᠦ ᠬᠡᠷᠡᠭᠲᠡᠶ ᠃ [1317, 9, 1327, 247]
text-line: ᠰᠤᠷᠭᠠᠯᠲᠠ ᠶᠢᠨ ᠮᠠᠲ᠋ᠧᠷᠢᠶᠠᠯ ᠢ ᠰᠢᠨᠡᠳᠬᠡᠨ ᠨᠠᠢᠷᠠᠭᠤᠯᠬᠤ ᠶᠢᠨ ᠠᠵᠢᠯ ᠃ [2092, 9, 2102, 207]
text-line: ᠲᠡᠭᠦᠨ ᠦ ᠣᠷᠣᠨ ᠳᠤ ᠰᠢᠨ᠎ᠡ ᠰᠤᠷᠭᠠᠯᠲᠠ ᠶᠢᠨ ᠠᠷᠭ᠎ᠠ ᠪᠠᠷᠢᠯ ᠢ ᠨᠡᠪᠲᠡᠷᠡᠭᠦᠯᠬᠦ ᠃ [889, 9, 899, 244]
text-line: ᠰᠤᠷᠭᠠᠭᠤᠯᠢ ᠶᠢᠨ ᠠᠵᠢᠯ ᠦᠢᠯᠡᠰ ᠢ ᠴᠢᠨᠠᠷᠵᠢᠭᠤᠯᠬᠤ ᠶᠢᠨ ᠲᠥᠯᠦᠭᠡ ᠃ [741, 9, 751, 212]
text-line: ᠣᠯᠠᠨ ᠨᠡᠢᠲᠡ ᠶᠢᠨ ᠰᠤᠷᠭᠠᠭᠤᠯᠢ ᠶᠢᠨ ᠰᠤᠷᠭᠠᠯᠲᠠ ᠳᠤ ᠮᠣᠩᠭᠣᠯ ᠪᠢᠴᠢᠭ ᠢ ᠵᠢᠷᠤᠮ ᠦᠨ ᠳᠠᠳᠤᠯᠭ᠎ᠠ ᠪᠣᠯᠭᠠᠨ ᠬᠡᠷᠡᠭᠯᠡᠬᠦ ᠬᠡᠷᠡᠭᠲᠡᠶ ᠃ [873, 9, 883, 377]
text-line: ᠬᠡᠯᠡ ᠵᠢᠨ ᠰᠤᠷᠭᠠᠯᠲᠠ ᠶᠢᠨ ᠴᠢᠨᠠᠷ ᠢ ᠳᠡᠭᠡᠭᠰᠢᠯᠡᠭᠦᠯᠬᠦ ᠶᠢᠨ ᠲᠥᠯᠦᠭᠡ ᠃ [1647, 9, 1657, 206]
text-line: ᠣᠯᠠᠨ ᠨᠡᠢᠲᠡ ᠶᠢᠨ ᠰᠤᠷᠭᠠᠭᠤᠯᠢ ᠶᠢᠨ ᠰᠤᠷᠭᠠᠯᠲᠠ ᠳᠤ ᠮᠣᠩᠭᠣᠯ ᠪᠢᠴᠢᠭ ᠢ ᠵᠢᠷᠤᠮ ᠦᠨ ᠳᠠᠳᠤᠯᠭ᠎ᠠ ᠪᠣᠯᠭᠠᠨ ᠬᠡᠷᠡᠭᠯᠡᠬᠦ ᠬᠡᠷᠡᠭᠲᠡᠶ ᠃ [1960, 9, 1970, 377]
text-line: ᠰᠤᠷᠭᠠᠯᠲᠠ ᠶᠢᠨ ᠮᠠᠲ᠋ᠧᠷᠢᠶᠠᠯ ᠢ ᠰᠢᠨᠡᠳᠬᠡᠨ ᠨᠠᠢᠷᠠᠭᠤᠯᠬᠤ ᠶᠢᠨ ᠠᠵᠢᠯ ᠃ [1004, 9, 1014, 207]
text-line: ( ᠲᠠᠪᠤ ) ᠰᠣᠶᠣᠯ ᠤᠨ ᠥᠪ ᠢ ᠬᠠᠮᠠᠭᠠᠯᠠᠬᠤ ᠃ [1400, 9, 1410, 148]
text-line: ( ᠲᠠᠪᠤ ) ᠰᠣᠶᠣᠯ ᠤᠨ ᠥᠪ ᠢ ᠬᠠᠮᠠᠭᠠᠯᠠᠬᠤ ᠃ [2487, 9, 2497, 148]
text-line: ᠦᠨᠳᠦᠰᠦᠲᠡᠨ ᠦ ᠰᠣᠶᠣᠯ ᠤᠨ ᠥᠪ ᠢ ᠥᠪᠯᠡᠨ ᠬᠥᠭᠵᠢᠭᠦᠯᠬᠦ ᠶᠢᠨ ᠲᠥᠯᠦᠭᠡ ᠰᠤᠷᠭᠠᠭᠤᠯᠢ ᠶᠢᠨ ᠦᠦᠷᠭᠡ ᠶᠡᠬᠡ ᠃ [2504, 9, 2514, 343]
text-line: ᠡᠨᠡ ᠬᠦ ᠠᠵᠢᠯ ᠢ ᠰᠠᠶᠢᠨ ᠪᠡᠶᠡᠯᠡᠭᠦᠯᠬᠦ ᠶᠢᠨ ᠲᠥᠯᠦᠭᠡ ᠣᠯᠠᠨ ᠲᠠᠯ᠎ᠠ ᠶᠢᠨ ᠬᠦᠴᠦᠯ ᠢ ᠨᠢᠭᠡᠳᠬᠡᠬᠦ ᠃ [972, 9, 982, 286]
